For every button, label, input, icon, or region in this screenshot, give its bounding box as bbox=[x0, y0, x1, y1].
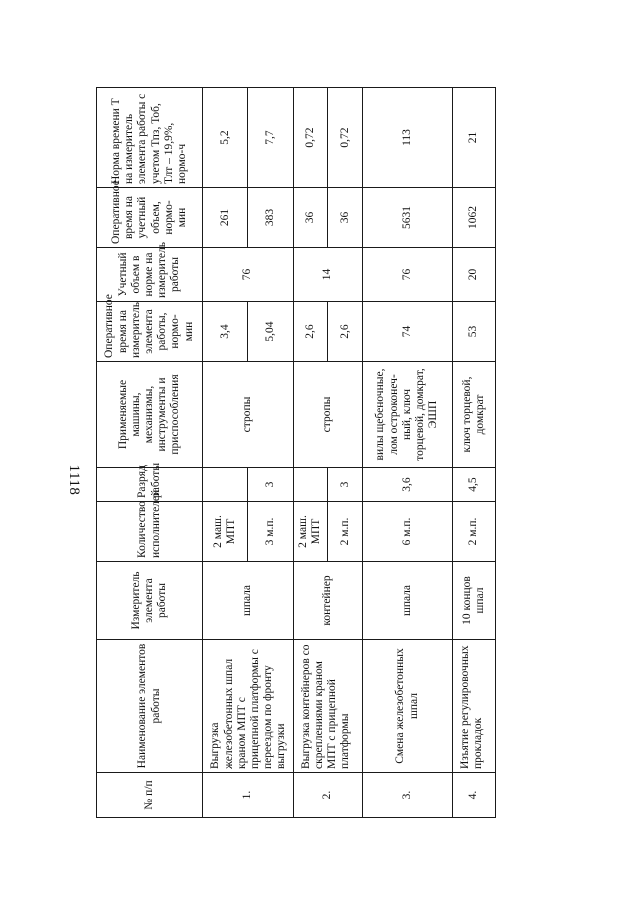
row-name: Смена железобетонных шпал bbox=[363, 640, 453, 773]
header-op-time: Оперативное время на измеритель элемента работы, нормо-мин bbox=[97, 302, 203, 362]
row-crew: 2 м.п. bbox=[328, 502, 363, 562]
row-machines: стропы bbox=[203, 362, 293, 468]
work-elements-table bbox=[96, 87, 496, 818]
row-machines: стропы bbox=[293, 362, 363, 468]
row-op-time: 53 bbox=[453, 302, 496, 362]
header-machines: Применяемые машины, механизмы, инструменты и приспособления bbox=[97, 362, 203, 468]
row-machines: ключ торцевой, домкрат bbox=[453, 362, 496, 468]
row-op-time: 3,4 bbox=[203, 302, 248, 362]
row-grade: 4,5 bbox=[453, 468, 496, 502]
row-meter: контейнер bbox=[293, 562, 363, 640]
row-crew: 6 м.п. bbox=[363, 502, 453, 562]
header-grade: Разряд работы bbox=[97, 468, 203, 502]
row-grade bbox=[293, 468, 328, 502]
header-op-time-volume: Оперативное время на учетный объем, нормо-мин bbox=[97, 188, 203, 248]
row-name: Выгрузка железобетонных шпал краном МПТ с прицепной платформы с переездом по фронту выгрузки bbox=[203, 640, 293, 773]
row-op-time: 74 bbox=[363, 302, 453, 362]
row-num: 2. bbox=[293, 773, 363, 818]
header-num: № п/п bbox=[97, 773, 203, 818]
row-op-time: 2,6 bbox=[293, 302, 328, 362]
row-norm: 21 bbox=[453, 88, 496, 188]
table-header-row bbox=[97, 88, 203, 818]
row-crew: 2 маш. МПТ bbox=[203, 502, 248, 562]
table-row bbox=[293, 88, 328, 818]
row-num: 4. bbox=[453, 773, 496, 818]
row-num: 3. bbox=[363, 773, 453, 818]
table-row bbox=[203, 88, 248, 818]
page-number: 1118 bbox=[66, 464, 82, 496]
row-name: Выгрузка контейнеров со скреплениями краном МПТ с прицепной платформы bbox=[293, 640, 363, 773]
row-op-time-volume: 36 bbox=[328, 188, 363, 248]
row-machines: вилы щебеночные, лом остроконеч-ный, ключ торцевой, домкрат, ЭШП bbox=[363, 362, 453, 468]
row-grade: 3 bbox=[328, 468, 363, 502]
header-volume: Учетный объем в норме на измеритель работы bbox=[97, 248, 203, 302]
row-norm: 7,7 bbox=[248, 88, 293, 188]
row-norm: 0,72 bbox=[328, 88, 363, 188]
row-op-time-volume: 36 bbox=[293, 188, 328, 248]
row-volume: 14 bbox=[293, 248, 363, 302]
row-grade: 3,6 bbox=[363, 468, 453, 502]
row-op-time-volume: 5631 bbox=[363, 188, 453, 248]
header-meter: Измеритель элемента работы bbox=[97, 562, 203, 640]
row-norm: 0,72 bbox=[293, 88, 328, 188]
row-name: Изъятие регулировочных прокладок bbox=[453, 640, 496, 773]
row-crew: 3 м.п. bbox=[248, 502, 293, 562]
row-op-time: 5,04 bbox=[248, 302, 293, 362]
row-crew: 2 маш. МПТ bbox=[293, 502, 328, 562]
row-volume: 76 bbox=[203, 248, 293, 302]
row-op-time-volume: 383 bbox=[248, 188, 293, 248]
row-meter: 10 концов шпал bbox=[453, 562, 496, 640]
row-norm: 113 bbox=[363, 88, 453, 188]
row-meter: шпала bbox=[203, 562, 293, 640]
header-norm: Норма времени Т на измеритель элемента работы с учетом Тпз, Тоб, Тлт – 19,9%, нормо-ч bbox=[97, 88, 203, 188]
row-op-time-volume: 261 bbox=[203, 188, 248, 248]
rotated-table-container bbox=[96, 88, 496, 818]
row-grade bbox=[203, 468, 248, 502]
row-op-time-volume: 1062 bbox=[453, 188, 496, 248]
row-volume: 20 bbox=[453, 248, 496, 302]
header-name: Наименование элементов работы bbox=[97, 640, 203, 773]
row-grade: 3 bbox=[248, 468, 293, 502]
row-volume: 76 bbox=[363, 248, 453, 302]
header-crew: Количество исполнителей bbox=[97, 502, 203, 562]
row-num: 1. bbox=[203, 773, 293, 818]
row-crew: 2 м.п. bbox=[453, 502, 496, 562]
row-norm: 5,2 bbox=[203, 88, 248, 188]
row-meter: шпала bbox=[363, 562, 453, 640]
row-op-time: 2,6 bbox=[328, 302, 363, 362]
table-row bbox=[453, 88, 496, 818]
table-row bbox=[363, 88, 453, 818]
